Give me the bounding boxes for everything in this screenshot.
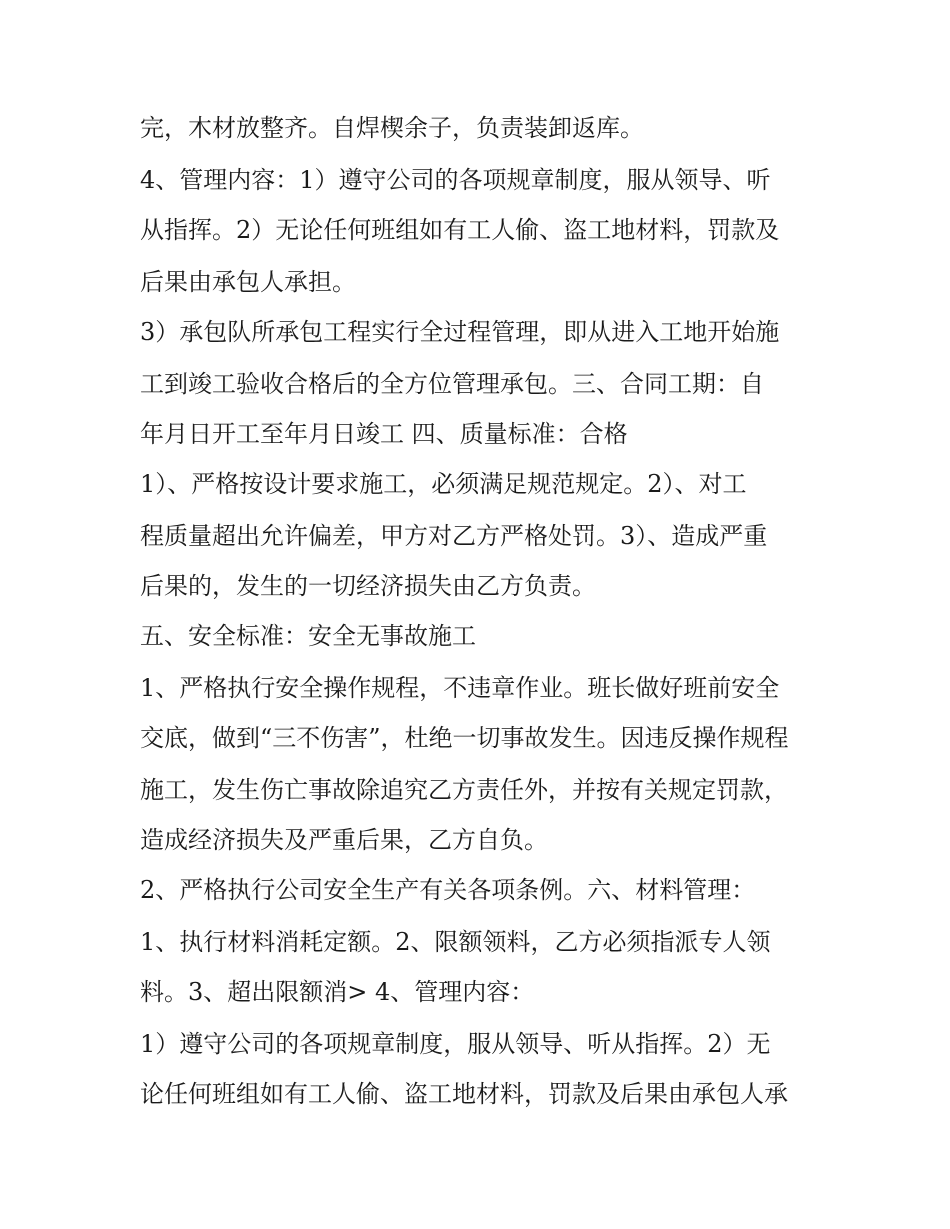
text-line: 从指挥。2）无论任何班组如有工人偷、盗工地材料，罚款及: [140, 216, 780, 244]
text-line: 施工，发生伤亡事故除追究乙方责任外，并按有关规定罚款，: [140, 776, 788, 804]
text-line: 完，木材放整齐。自焊楔余子，负责装卸返库。: [140, 114, 644, 142]
text-line: 后果的，发生的一切经济损失由乙方负责。: [140, 572, 596, 600]
text-line: 1）、严格按设计要求施工，必须满足规范规定。2）、对工: [140, 470, 747, 498]
text-line: 1）遵守公司的各项规章制度，服从领导、听从指挥。2）无: [140, 1030, 771, 1058]
text-line: 年月日开工至年月日竣工 四、质量标准：合格: [140, 420, 628, 448]
text-line: 五、安全标准：安全无事故施工: [140, 622, 476, 650]
text-line: 4、管理内容：1）遵守公司的各项规章制度，服从领导、听: [140, 166, 771, 194]
text-line: 交底，做到“三不伤害”，杜绝一切事故发生。因违反操作规程: [140, 724, 789, 752]
text-line: 1、执行材料消耗定额。2、限额领料，乙方必须指派专人领: [140, 928, 771, 956]
text-line: 论任何班组如有工人偷、盗工地材料，罚款及后果由承包人承: [140, 1080, 788, 1108]
text-line: 料。3、超出限额消> 4、管理内容：: [140, 978, 535, 1006]
text-line: 造成经济损失及严重后果，乙方自负。: [140, 826, 548, 854]
text-line: 后果由承包人承担。: [140, 268, 356, 296]
text-line: 1、严格执行安全操作规程，不违章作业。班长做好班前安全: [140, 674, 780, 702]
text-line: 工到竣工验收合格后的全方位管理承包。三、合同工期：自: [140, 370, 764, 398]
text-line: 2、严格执行公司安全生产有关各项条例。六、材料管理：: [140, 876, 756, 904]
text-line: 3）承包队所承包工程实行全过程管理，即从进入工地开始施: [140, 318, 780, 346]
text-line: 程质量超出允许偏差，甲方对乙方严格处罚。3）、造成严重: [140, 522, 768, 550]
